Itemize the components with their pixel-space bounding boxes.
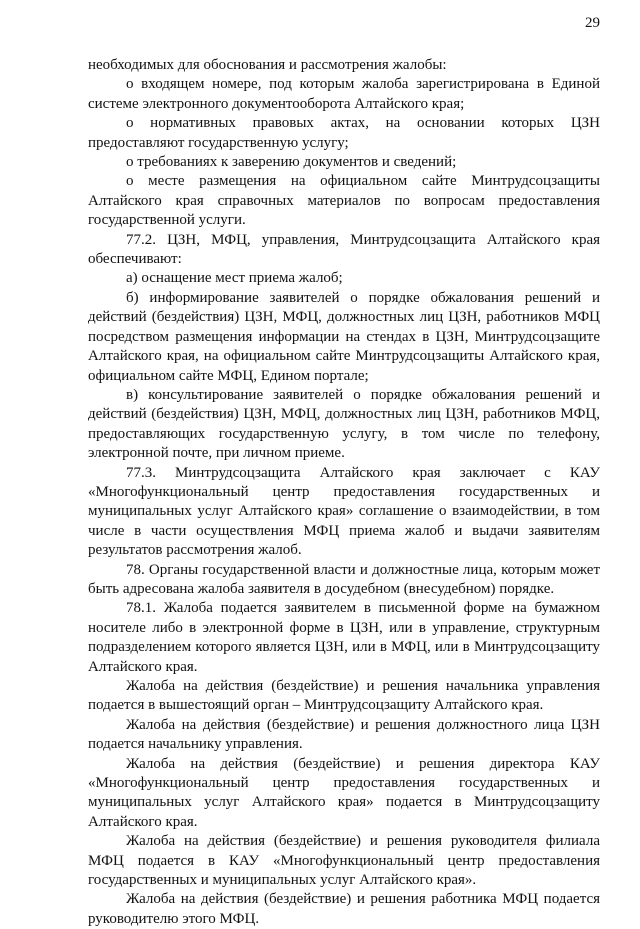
paragraph-77-3: 77.3. Минтрудсоцзащита Алтайского края заключает с КАУ «Многофункциональный центр предоставления государственных и муниципальных услуг Алтайского края» соглашение о взаимодействии, в том числе в части осуществления МФЦ приема жалоб и выдачи заявителям результатов рассмотрения жалоб.	[88, 464, 600, 559]
paragraph-reference-materials: о месте размещения на официальном сайте Минтрудсоцзащиты Алтайского края справочных материалов по вопросам предоставления государственной услуги.	[88, 173, 600, 229]
paragraph-complaint-head-of-department: Жалоба на действия (бездействие) и решения начальника управления подается в вышестоящий орган – Минтрудсоцзащиту Алтайского края.	[88, 678, 600, 714]
paragraph-77-2-c: в) консультирование заявителей о порядке обжалования решений и действий (бездействия) ЦЗН, МФЦ, должностных лиц ЦЗН, работников МФЦ, предоставляющих государственную услугу, в том числе по телефону, электронной почте, при личном приеме.	[88, 386, 600, 462]
paragraph-legal-acts: о нормативных правовых актах, на основании которых ЦЗН предоставляют государственную услугу;	[88, 115, 600, 151]
document-body	[88, 56, 600, 929]
paragraph-complaint-czn-official: Жалоба на действия (бездействие) и решения должностного лица ЦЗН подается начальнику управления.	[88, 716, 600, 753]
paragraph-77-2-b: б) информирование заявителей о порядке обжалования решений и действий (бездействия) ЦЗН, МФЦ, должностных лиц ЦЗН, работников МФЦ посредством размещения информации на стендах в ЦЗН, Минтрудсоцзащите Алтайского края, на официальном сайте Минтрудсоцзащиты Алтайского края, официальном сайте МФЦ, Едином портале;	[88, 289, 600, 384]
paragraph-certification: о требованиях к заверению документов и сведений;	[126, 154, 457, 171]
paragraph-complaint-mfc-worker: Жалоба на действия (бездействие) и решения работника МФЦ подается руководителю этого МФЦ.	[88, 891, 600, 927]
paragraph-77-2: 77.2. ЦЗН, МФЦ, управления, Минтрудсоцзащита Алтайского края обеспечивают:	[88, 231, 600, 268]
paragraph-complaint-kau-director: Жалоба на действия (бездействие) и решения директора КАУ «Многофункциональный центр предоставления государственных и муниципальных услуг Алтайского края» подается в Минтрудсоцзащиту Алтайского края.	[88, 755, 600, 830]
paragraph-78: 78. Органы государственной власти и должностные лица, которым может быть адресована жалоба заявителя в досудебном (внесудебном) порядке.	[88, 561, 600, 597]
paragraph-continuation: необходимых для обоснования и рассмотрения жалобы:	[88, 57, 447, 73]
page-number: 29	[585, 15, 600, 31]
paragraph-78-1: 78.1. Жалоба подается заявителем в письменной форме на бумажном носителе либо в электронной форме в ЦЗН, или в управление, структурным подразделением которого является ЦЗН, или в МФЦ, или в Минтрудсоцзащиту Алтайского края.	[88, 600, 600, 675]
paragraph-complaint-branch-head: Жалоба на действия (бездействие) и решения руководителя филиала МФЦ подается в КАУ «Многофункциональный центр предоставления государственных и муниципальных услуг Алтайского края».	[88, 833, 600, 889]
paragraph-77-2-a: а) оснащение мест приема жалоб;	[126, 270, 343, 287]
paragraph-incoming-number: о входящем номере, под которым жалоба зарегистрирована в Единой системе электронного документооборота Алтайского края;	[88, 76, 600, 112]
